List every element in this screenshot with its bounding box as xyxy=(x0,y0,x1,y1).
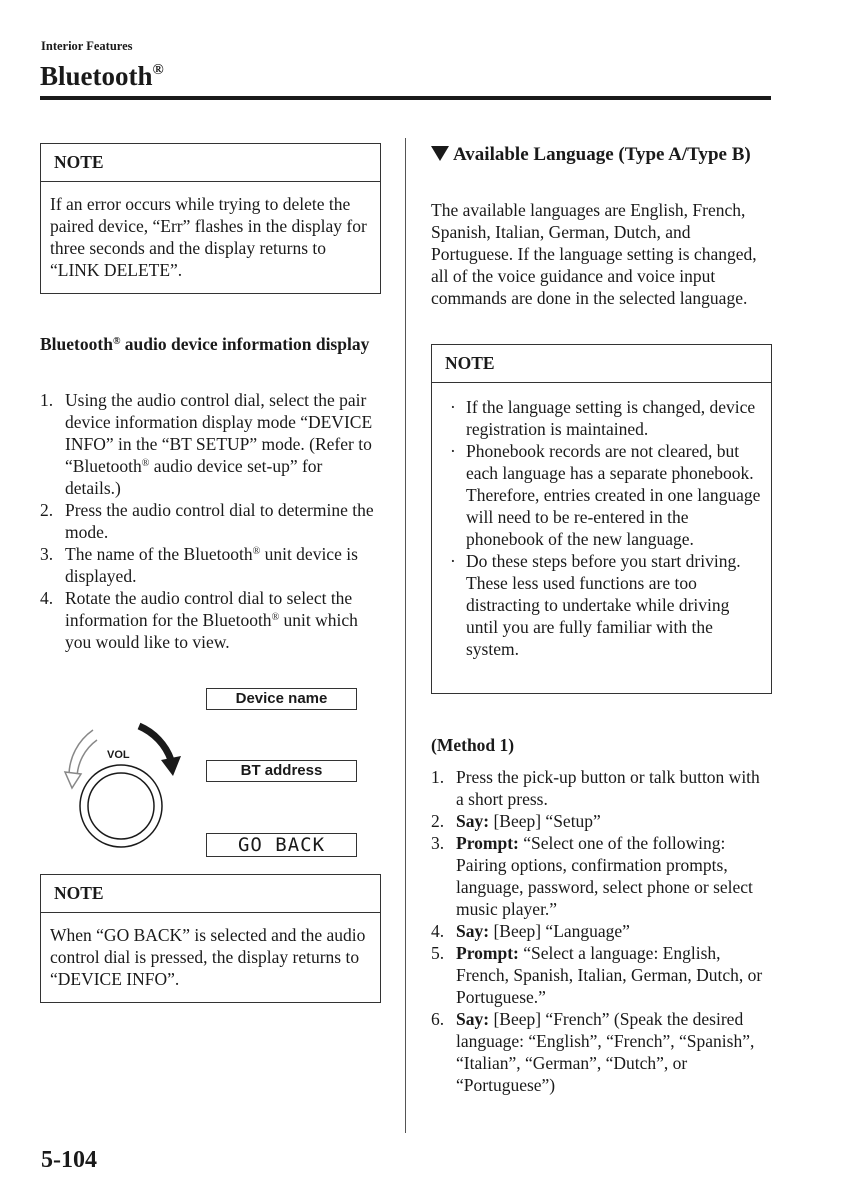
method-heading: (Method 1) xyxy=(431,735,515,755)
note-body: When “GO BACK” is selected and the audio control dial is pressed, the display returns to “DEVICE INFO”. xyxy=(50,925,366,989)
list-item xyxy=(431,942,771,1008)
registered-mark: ® xyxy=(141,458,150,469)
heading-part: Bluetooth xyxy=(40,334,113,354)
audio-info-heading xyxy=(40,333,380,355)
step-text: Press the pick-up button or talk button with a short press. xyxy=(456,767,760,809)
display-go-back: GO BACK xyxy=(206,833,357,857)
note-body xyxy=(432,383,771,660)
step-text: audio device set-up” for details.) xyxy=(65,456,323,498)
step-text: The name of the Bluetooth xyxy=(65,544,253,564)
section-label: Interior Features xyxy=(41,39,133,53)
step-text: Press the audio control dial to determine the mode. xyxy=(65,500,374,542)
list-item xyxy=(431,832,771,920)
note-heading: NOTE xyxy=(41,875,380,913)
step-number: 1. xyxy=(431,767,445,787)
note-box-delete-error xyxy=(40,143,381,294)
list-item xyxy=(40,499,380,543)
step-text: unit device is displayed. xyxy=(65,544,358,586)
step-label: Prompt: xyxy=(456,833,519,853)
dial-label: VOL xyxy=(107,749,130,761)
bullet-text: Do these steps before you start driving. These less used functions are too distracting to undertake while driving until you are fully familiar with the system. xyxy=(466,551,741,659)
display-bt-address: BT address xyxy=(206,760,357,782)
step-label: Say: xyxy=(456,811,490,831)
list-item xyxy=(40,587,380,653)
registered-mark: ® xyxy=(271,612,280,623)
registered-mark: ® xyxy=(252,546,261,557)
step-text: “Select a language: English, French, Spanish, Italian, German, Dutch, or Portuguese.” xyxy=(456,943,763,1007)
step-label: Prompt: xyxy=(456,943,519,963)
step-number: 2. xyxy=(431,811,445,831)
page-title-text: Bluetooth xyxy=(40,61,153,91)
page-title xyxy=(40,54,164,92)
step-number: 3. xyxy=(40,544,54,564)
list-item xyxy=(40,543,380,587)
step-number: 2. xyxy=(40,500,54,520)
step-text: “Select one of the following: Pairing options, confirmation prompts, language, password, select phone or select music player.” xyxy=(456,833,753,919)
step-number: 5. xyxy=(431,943,445,963)
list-item xyxy=(40,389,380,499)
step-label: Say: xyxy=(456,921,490,941)
step-text: unit which you would like to view. xyxy=(65,610,358,652)
step-text: Rotate the audio control dial to select the information for the Bluetooth xyxy=(65,588,353,630)
counterclockwise-arrow-icon xyxy=(65,772,81,788)
triangle-marker-icon xyxy=(431,146,449,161)
audio-info-steps xyxy=(40,389,380,653)
step-text: [Beep] “Setup” xyxy=(489,811,601,831)
note-box-language xyxy=(431,344,772,694)
list-item xyxy=(431,1008,771,1096)
bullet-text: Phonebook records are not cleared, but each language has a separate phonebook. Therefore, entries created in one language will need to be re-entered in the phonebook of the new language. xyxy=(466,441,761,549)
list-item xyxy=(431,920,771,942)
step-label: Say: xyxy=(456,1009,490,1029)
step-number: 4. xyxy=(431,921,445,941)
registered-mark: ® xyxy=(112,336,121,347)
list-item xyxy=(431,810,771,832)
list-item xyxy=(431,766,771,810)
column-divider xyxy=(405,138,406,1133)
note-box-go-back xyxy=(40,874,381,1003)
step-text: [Beep] “French” (Speak the desired language: “English”, “French”, “Spanish”, “Italian”, “German”, “Dutch”, or “Portuguese”) xyxy=(456,1009,755,1095)
volume-dial-illustration xyxy=(55,718,185,858)
note-bullet-list xyxy=(441,396,765,660)
note-heading: NOTE xyxy=(432,345,771,383)
note-body: If an error occurs while trying to delete the paired device, “Err” flashes in the display for three seconds and the display returns to “LINK DELETE”. xyxy=(50,194,367,280)
heading-part: audio device information display xyxy=(120,334,370,354)
step-number: 4. xyxy=(40,588,54,608)
display-device-name: Device name xyxy=(206,688,357,710)
method-steps xyxy=(431,766,771,1096)
bullet-icon: · xyxy=(450,551,456,571)
title-rule xyxy=(40,96,771,100)
language-heading-text: Available Language (Type A/Type B) xyxy=(453,144,751,165)
registered-mark: ® xyxy=(152,62,164,78)
list-item xyxy=(441,550,765,660)
page-number: 5-104 xyxy=(41,1147,97,1173)
step-text: Using the audio control dial, select the pair device information display mode “DEVICE INFO” in the “BT SETUP” mode. (Refer to “Bluetooth xyxy=(65,390,373,476)
step-text: [Beep] “Language” xyxy=(489,921,630,941)
list-item xyxy=(441,396,765,440)
note-heading: NOTE xyxy=(41,144,380,182)
language-intro: The available languages are English, French, Spanish, Italian, German, Dutch, and Portuguese. If the language setting is changed, all of the voice guidance and voice input commands are done in the selected language. xyxy=(431,200,757,308)
bullet-icon: · xyxy=(450,441,456,461)
bullet-icon: · xyxy=(450,397,456,417)
list-item xyxy=(441,440,765,550)
step-number: 1. xyxy=(40,390,54,410)
clockwise-arrow-icon xyxy=(161,756,181,776)
step-number: 3. xyxy=(431,833,445,853)
language-section-heading xyxy=(431,144,776,166)
bullet-text: If the language setting is changed, device registration is maintained. xyxy=(466,397,756,439)
step-number: 6. xyxy=(431,1009,445,1029)
